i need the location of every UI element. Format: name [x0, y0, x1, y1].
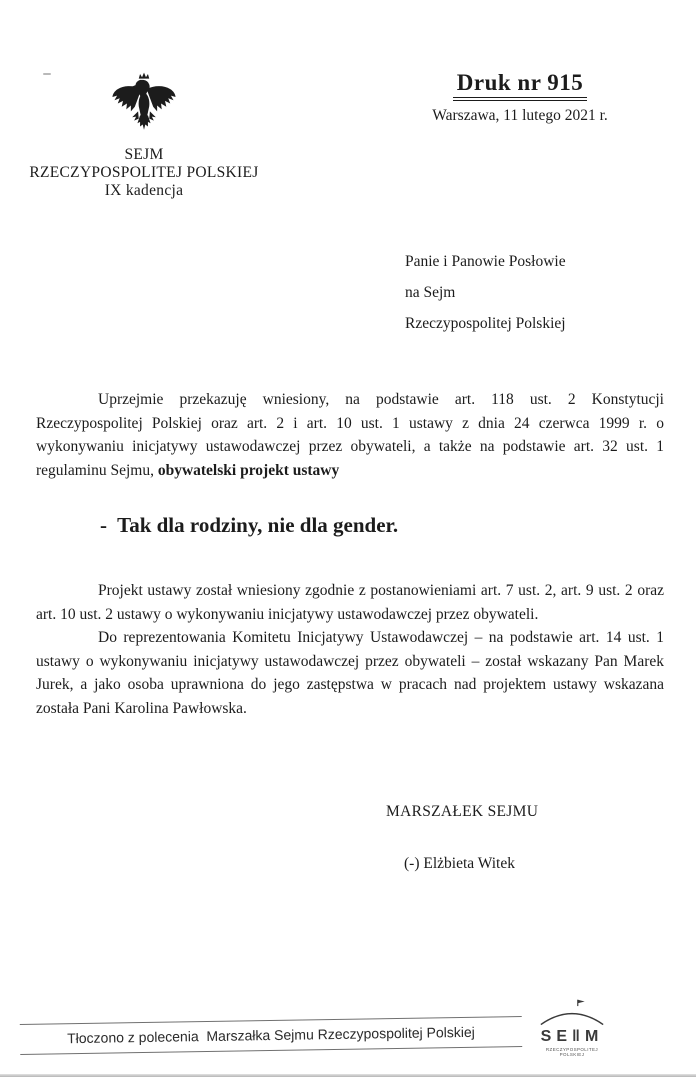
body-paragraph-1-bold: obywatelski projekt ustawy	[157, 461, 340, 479]
institution-name: SEJM	[124, 146, 164, 163]
place-date: Warszawa, 11 lutego 2021 r.	[432, 107, 608, 124]
signature-role: MARSZAŁEK SEJMU	[386, 803, 539, 820]
addressee-block	[405, 246, 566, 339]
header-institution-block	[24, 72, 264, 200]
addressee-line: Rzeczypospolitej Polskiej	[405, 315, 566, 332]
sejm-logo-letters: SE‖M	[540, 1028, 604, 1045]
footer-band	[20, 1016, 522, 1055]
addressee-line: Panie i Panowie Posłowie	[405, 253, 566, 270]
body-paragraph-1	[36, 388, 664, 482]
letter-body	[36, 388, 664, 720]
body-paragraph-2: Projekt ustawy został wniesiony zgodnie z postanowieniami art. 7 ust. 2, art. 9 ust. 2 oraz art. 10 ust. 2 ustawy o wykonywaniu inicjatywy ustawodawczej przez obywateli.	[36, 582, 664, 623]
bill-title: - Tak dla rodziny, nie dla gender.	[100, 513, 399, 537]
polish-eagle-icon	[111, 72, 177, 140]
sejm-logo	[533, 998, 611, 1057]
sejm-logo-subtext: RZECZYPOSPOLITEJ POLSKIEJ	[545, 1047, 599, 1057]
addressee-line: na Sejm	[405, 284, 456, 301]
footer-note: Tłoczono z polecenia Marszałka Sejmu Rzeczypospolitej Polskiej	[67, 1023, 475, 1047]
print-number: Druk nr 915	[453, 70, 588, 101]
signature-name: (-) Elżbieta Witek	[404, 855, 515, 872]
body-paragraph-3: Do reprezentowania Komitetu Inicjatywy Ustawodawczej – na podstawie art. 14 ust. 1 ustawy o wykonywaniu inicjatywy ustawodawczej przez obywateli – został wskazany Pan Marek Jurek, a jako osoba uprawniona do jego zastępstwa w pracach nad projektem ustawy wskazana została Pani Karolina Pawłowska.	[36, 629, 664, 717]
header-print-block	[400, 70, 640, 125]
body-paragraph-1-text: Uprzejmie przekazuję wniesiony, na podstawie art. 118 ust. 2 Konstytucji Rzeczypospolitej Polskiej oraz art. 2 i art. 10 ust. 1 ustawy z dnia 24 czerwca 1999 r. o wykonywaniu inicjatywy ustawodawczej przez obywateli, a także na podstawie art. 32 ust. 1 regulaminu Sejmu,	[36, 391, 664, 479]
term-label: IX kadencja	[104, 182, 184, 199]
institution-name-line2: RZECZYPOSPOLITEJ POLSKIEJ	[29, 164, 259, 181]
